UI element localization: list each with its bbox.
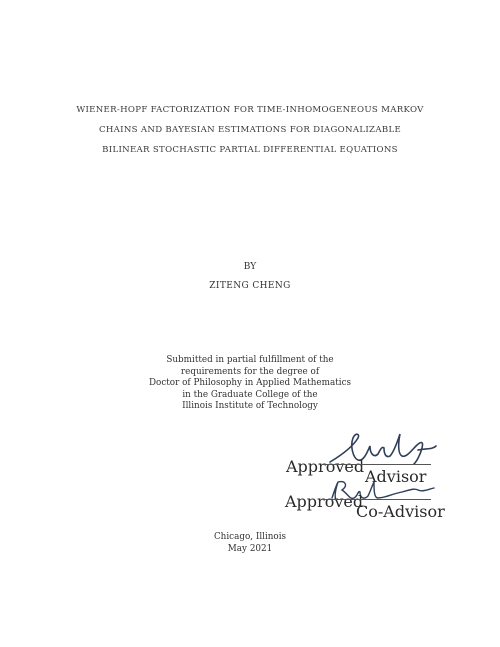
statement-line-3: Doctor of Philosophy in Applied Mathematics (148, 378, 352, 388)
statement-line-1: Submitted in partial fulfillment of the (166, 355, 334, 365)
degree-statement (0, 355, 500, 413)
place-and-date (0, 531, 500, 555)
title-line-2: CHAINS AND BAYESIAN ESTIMATIONS FOR DIAGONALIZABLE (98, 125, 402, 135)
thesis-title (60, 100, 440, 160)
statement-line-5: Illinois Institute of Technology (182, 401, 318, 411)
signature-line-2 (323, 499, 431, 500)
co-advisor-label: Co-Advisor (356, 502, 445, 521)
author-name: ZITENG CHENG (209, 281, 291, 291)
title-line-1: WIENER-HOPF FACTORIZATION FOR TIME-INHOMOGENEOUS MARKOV (76, 105, 424, 115)
title-line-3: BILINEAR STOCHASTIC PARTIAL DIFFERENTIAL EQUATIONS (102, 145, 398, 155)
by-label: BY (243, 262, 257, 272)
statement-line-2: requirements for the degree of (180, 366, 320, 377)
place: Chicago, Illinois (213, 532, 287, 542)
date: May 2021 (227, 544, 273, 554)
signature-line-1 (323, 464, 431, 465)
advisor-label: Advisor (365, 467, 427, 486)
approved-label-2: Approved (285, 492, 364, 511)
approved-label-1: Approved (286, 457, 365, 476)
statement-line-4: in the Graduate College of the (182, 389, 318, 400)
